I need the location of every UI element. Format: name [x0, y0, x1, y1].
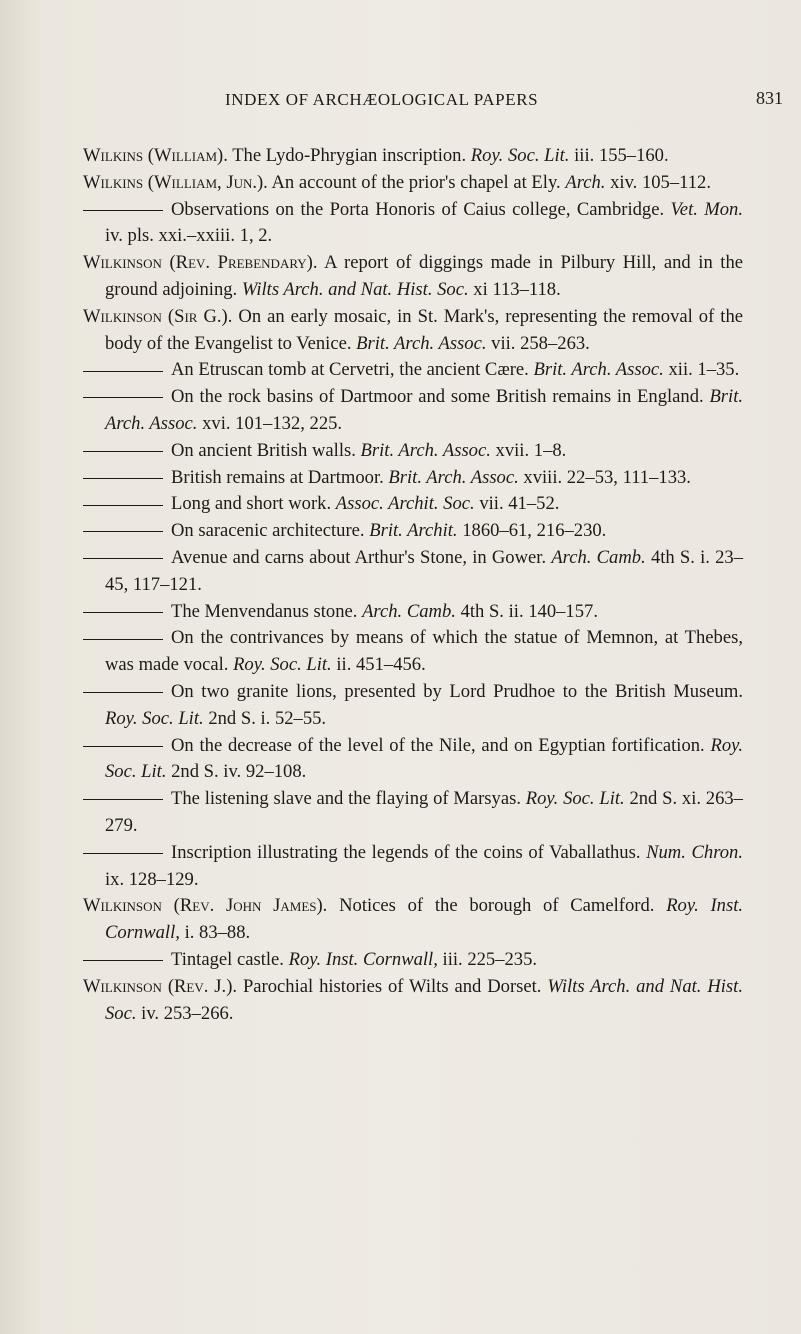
entry-journal: Wilts Arch. and Nat. Hist. Soc.: [105, 975, 743, 1024]
entry-reference: xvii. 1–8.: [495, 439, 567, 461]
entry-reference: i. 83–88.: [184, 922, 251, 944]
entry-title: Inscription illustrating the legends of the coins of Vaballathus.: [171, 841, 641, 863]
entry-reference: 1860–61, 216–230.: [462, 520, 607, 542]
entry-title: Parochial histories of Wilts and Dorset.: [242, 975, 542, 997]
entry-reference: iii. 155–160.: [574, 145, 669, 166]
ditto-dash: [83, 397, 163, 398]
index-entry: [83, 304, 743, 358]
ditto-dash: [83, 799, 163, 800]
entry-title: On ancient British walls.: [171, 439, 356, 461]
entry-reference: 2nd S. xi. 263–279.: [105, 788, 743, 836]
index-entry: [83, 893, 743, 947]
entry-title: Observations on the Porta Honoris of Caius college, Cambridge.: [171, 198, 665, 220]
entry-reference: 2nd S. iv. 92–108.: [171, 761, 307, 783]
entry-journal: Roy. Soc. Lit.: [525, 788, 625, 810]
entry-journal: Arch. Camb.: [362, 600, 456, 622]
ditto-dash: [83, 210, 163, 211]
index-entry: [83, 545, 743, 599]
entry-title: On two granite lions, presented by Lord Prudhoe to the British Museum.: [171, 680, 743, 702]
entry-title: On saracenic architecture.: [171, 520, 365, 542]
entry-journal: Assoc. Archit. Soc.: [335, 493, 475, 515]
running-title: INDEX OF ARCHÆOLOGICAL PAPERS: [225, 90, 539, 109]
index-entry: [83, 465, 743, 492]
entry-reference: ix. 128–129.: [105, 868, 199, 890]
entry-author: Wilkinson (Rev. John James).: [83, 895, 328, 917]
entry-journal: Roy. Soc. Lit.: [105, 707, 204, 729]
ditto-dash: [83, 505, 163, 506]
entry-title: An Etruscan tomb at Cervetri, the ancient Cære.: [171, 359, 529, 381]
index-entries: [83, 143, 743, 1027]
ditto-dash: [83, 558, 163, 559]
entry-journal: Brit. Archit.: [369, 520, 458, 542]
entry-title: On the decrease of the level of the Nile, and on Egyptian fortification.: [171, 734, 705, 756]
index-entry: [83, 599, 743, 626]
entry-title: The Menvendanus stone.: [171, 600, 358, 622]
index-entry: [83, 840, 743, 894]
entry-title: An account of the prior's chapel at Ely.: [271, 171, 561, 193]
entry-title: A report of diggings made in Pilbury Hill, and in the ground adjoining.: [105, 252, 744, 300]
entry-reference: vii. 41–52.: [479, 493, 560, 515]
ditto-dash: [83, 451, 163, 452]
entry-author: Wilkinson (Sir G.).: [83, 305, 233, 327]
ditto-dash: [83, 746, 163, 747]
index-entry: [83, 438, 743, 465]
ditto-dash: [83, 478, 163, 479]
entry-reference: ii. 451–456.: [336, 654, 426, 676]
entry-author: Wilkinson (Rev. Prebendary).: [83, 252, 318, 274]
entry-title: On the contrivances by means of which the statue of Memnon, at Thebes, was made vocal.: [105, 627, 743, 676]
entry-title: British remains at Dartmoor.: [171, 466, 384, 488]
entry-author: Wilkins (William).: [83, 145, 228, 166]
entry-journal: Wilts Arch. and Nat. Hist. Soc.: [241, 278, 469, 300]
page-number: 831: [756, 88, 783, 108]
entry-journal: Roy. Inst. Cornwall,: [288, 948, 438, 970]
entry-title: Avenue and carns about Arthur's Stone, in Gower.: [171, 546, 547, 568]
entry-journal: Brit. Arch. Assoc.: [356, 332, 487, 354]
index-entry: [83, 197, 743, 251]
index-entry: [83, 974, 743, 1028]
entry-journal: Roy. Soc. Lit.: [105, 734, 744, 783]
entry-journal: Brit. Arch. Assoc.: [360, 439, 491, 461]
index-entry: [83, 518, 743, 545]
index-entry: [83, 250, 743, 304]
index-entry: [83, 357, 743, 384]
index-entry: [83, 733, 743, 787]
ditto-dash: [83, 639, 163, 640]
ditto-dash: [83, 960, 163, 961]
ditto-dash: [83, 531, 163, 532]
entry-journal: Brit. Arch. Assoc.: [533, 359, 664, 381]
entry-title: Long and short work.: [171, 493, 332, 515]
entry-author: Wilkins (William, Jun.).: [83, 171, 268, 193]
index-entry: [83, 947, 743, 974]
entry-journal: Roy. Soc. Lit.: [470, 145, 570, 166]
entry-reference: xiv. 105–112.: [610, 171, 711, 193]
entry-reference: xviii. 22–53, 111–133.: [523, 466, 691, 488]
entry-journal: Roy. Soc. Lit.: [233, 654, 332, 676]
entry-journal: Arch. Camb.: [551, 546, 646, 568]
entry-journal: Brit. Arch. Assoc.: [388, 466, 519, 488]
index-entry: [83, 491, 743, 518]
entry-journal: Vet. Mon.: [670, 198, 743, 220]
entry-title: The listening slave and the flaying of Marsyas.: [171, 788, 521, 810]
entry-reference: iv. pls. xxi.–xxiii. 1, 2.: [105, 225, 273, 247]
entry-reference: iii. 225–235.: [442, 948, 538, 970]
entry-title: On the rock basins of Dartmoor and some British remains in England.: [171, 386, 704, 408]
entry-reference: xvi. 101–132, 225.: [202, 412, 343, 434]
index-entry: [83, 384, 743, 438]
entry-reference: 2nd S. i. 52–55.: [208, 707, 327, 729]
entry-journal: Num. Chron.: [646, 841, 743, 863]
ditto-dash: [83, 692, 163, 693]
entry-journal: Roy. Inst. Cornwall,: [105, 895, 744, 944]
entry-title: Notices of the borough of Camelford.: [339, 895, 655, 917]
index-entry: [83, 679, 743, 733]
index-entry: [83, 143, 743, 170]
page-header: [0, 88, 801, 118]
index-entry: [83, 170, 743, 197]
entry-title: Tintagel castle.: [171, 948, 284, 970]
entry-journal: Arch.: [565, 171, 606, 193]
index-entry: [83, 786, 743, 840]
entry-title: The Lydo-Phrygian inscription.: [232, 145, 467, 166]
entry-journal: Brit. Arch. Assoc.: [105, 386, 744, 434]
entry-reference: 4th S. ii. 140–157.: [460, 600, 598, 622]
ditto-dash: [83, 371, 163, 372]
entry-reference: vii. 258–263.: [491, 332, 590, 354]
ditto-dash: [83, 853, 163, 854]
entry-reference: xi 113–118.: [473, 278, 561, 300]
entry-reference: iv. 253–266.: [141, 1002, 234, 1024]
entry-reference: 4th S. i. 23–45, 117–121.: [105, 546, 744, 595]
index-entry: [83, 625, 743, 679]
entry-author: Wilkinson (Rev. J.).: [83, 975, 238, 997]
entry-reference: xii. 1–35.: [668, 359, 740, 381]
entry-title: On an early mosaic, in St. Mark's, representing the removal of the body of the Evangelist to Venice.: [105, 305, 743, 354]
ditto-dash: [83, 612, 163, 613]
